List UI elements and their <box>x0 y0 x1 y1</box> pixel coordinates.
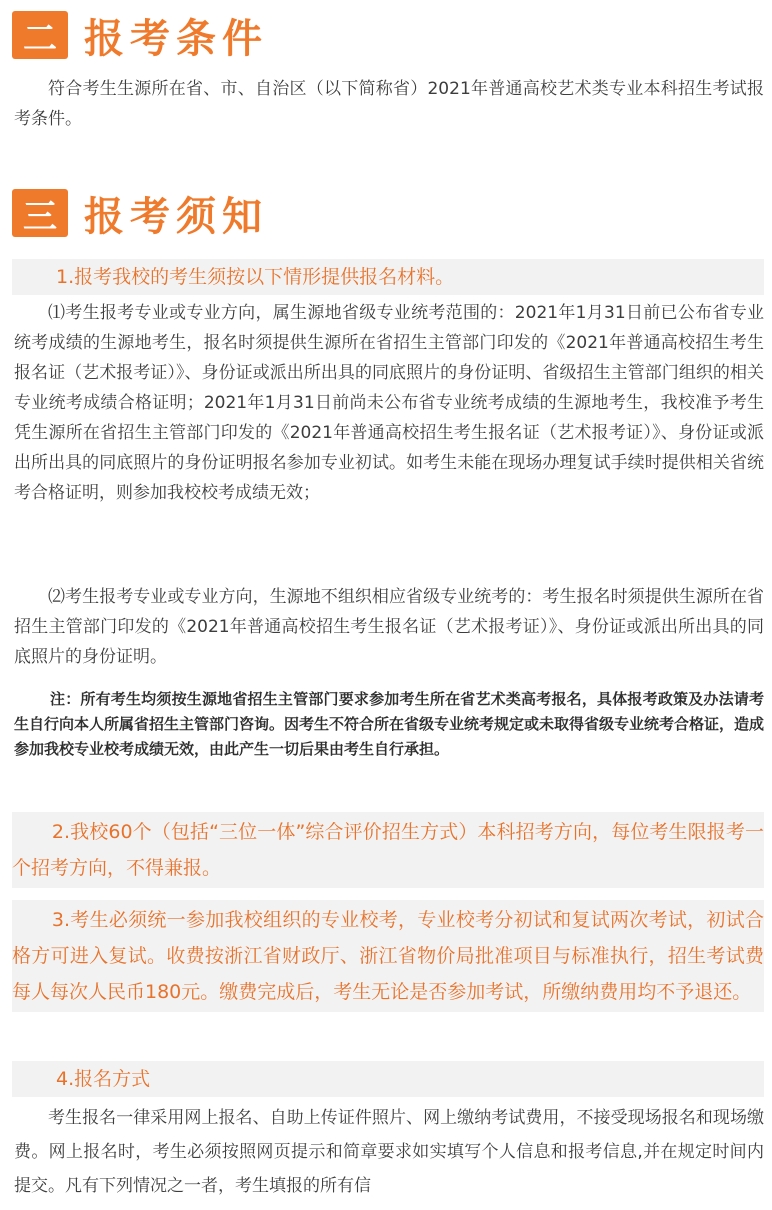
section-3-number-badge: 三 <box>12 189 68 237</box>
item-1-note: 注：所有考生均须按生源地省招生主管部门要求参加考生所在省艺术类高考报名，具体报考政策及办法请考生自行向本人所属省招生主管部门咨询。因考生不符合所在省级专业统考规定或未取得省级专业统考合格证，造成参加我校专业校考成绩无效，由此产生一切后果由考生自行承担。 <box>14 690 765 758</box>
section-2-body: 符合考生生源所在省、市、自治区（以下简称省）2021年普通高校艺术类专业本科招生考试报考条件。 <box>14 79 764 129</box>
section-2-header <box>12 6 268 64</box>
item-1-paragraph-1: ⑴考生报考专业或专业方向，属生源地省级专业统考范围的：2021年1月31日前已公布省专业统考成绩的生源地考生，报名时须提供生源所在省招生主管部门印发的《2021年普通高校招生考生报名证（艺术报考证）》、身份证或派出所出具的同底照片的身份证明、省级招生主管部门组织的相关专业统考成绩合格证明；2021年1月31日前尚未公布省专业统考成绩的生源地考生，我校准予考生凭生源所在省招生主管部门印发的《2021年普通高校招生考生报名证（艺术报考证）》、身份证或派出所出具的同底照片的身份证明报名参加专业初试。如考生未能在现场办理复试手续时提供相关省统考合格证明，则参加我校校考成绩无效； <box>14 303 764 503</box>
item-4-heading: 4.报名方式 <box>56 1068 151 1090</box>
item-1-heading-bar <box>12 259 764 295</box>
section-2-title: 报考条件 <box>84 14 268 62</box>
item-4-heading-bar <box>12 1061 764 1097</box>
section-2-number-badge: 二 <box>12 11 68 59</box>
item-2-block: 2.我校60个（包括“三位一体”综合评价招生方式）本科招考方向，每位考生限报考一个招考方向，不得兼报。 <box>12 812 764 888</box>
section-3-title: 报考须知 <box>84 192 268 240</box>
item-3-block: 3.考生必须统一参加我校组织的专业校考，专业校考分初试和复试两次考试，初试合格方可进入复试。收费按浙江省财政厅、浙江省物价局批准项目与标准执行，招生考试费每人每次人民币180元。缴费完成后，考生无论是否参加考试，所缴纳费用均不予退还。 <box>12 900 764 1012</box>
item-1-paragraph-2: ⑵考生报考专业或专业方向，生源地不组织相应省级专业统考的：考生报名时须提供生源所在省招生主管部门印发的《2021年普通高校招生考生报名证（艺术报考证）》、身份证或派出所出具的同底照片的身份证明。 <box>14 587 764 667</box>
item-1-heading: 1.报考我校的考生须按以下情形提供报名材料。 <box>56 266 455 288</box>
item-4-body: 考生报名一律采用网上报名、自助上传证件照片、网上缴纳考试费用，不接受现场报名和现场缴费。网上报名时，考生必须按照网页提示和简章要求如实填写个人信息和报考信息,并在规定时间内提交。凡有下列情况之一者，考生填报的所有信 <box>14 1108 764 1196</box>
section-3-header <box>12 184 268 242</box>
